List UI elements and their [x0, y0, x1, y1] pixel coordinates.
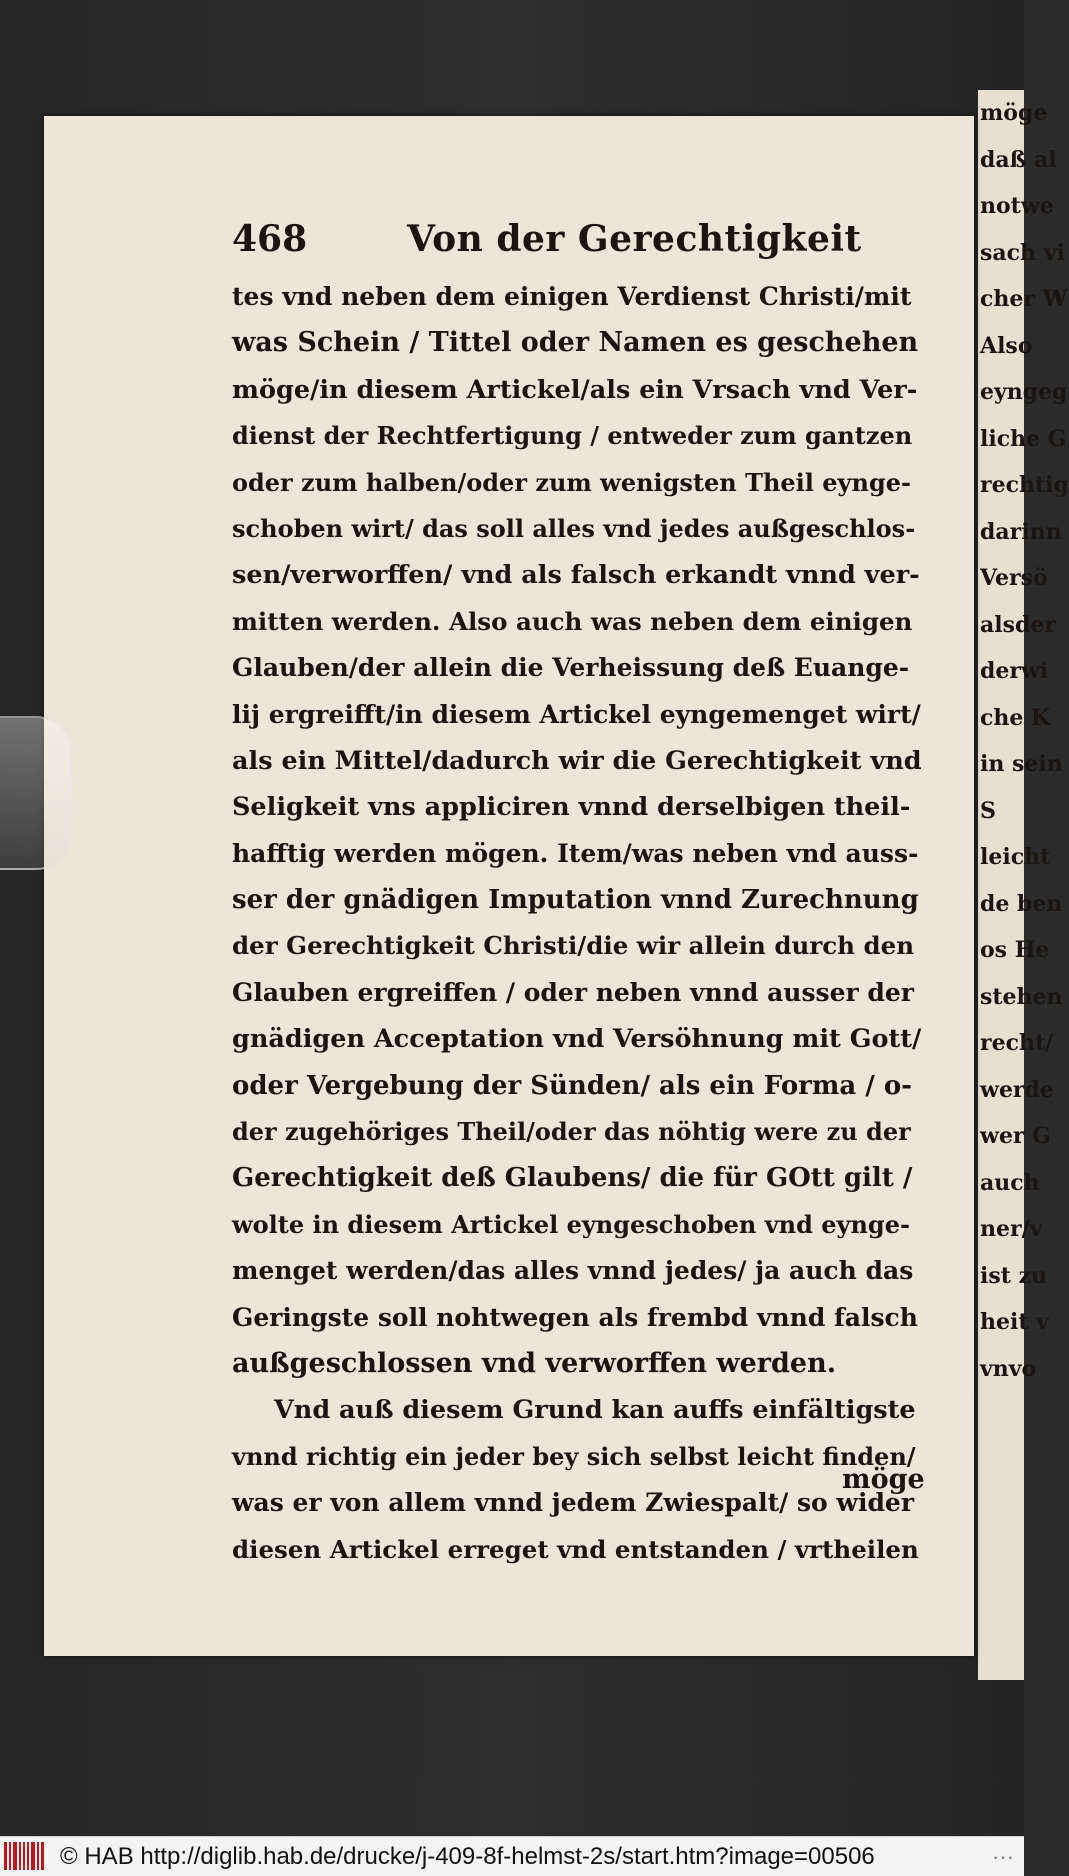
text-line: mitten werden. Also auch was neben dem einigen — [232, 606, 913, 636]
adjacent-page-fragment: stehen — [980, 983, 1063, 1010]
text-line: hafftig werden mögen. Item/was neben vnd auss- — [232, 838, 919, 868]
adjacent-page-fragment: Also — [980, 332, 1033, 359]
adjacent-page-fragment: vnvo — [980, 1355, 1037, 1382]
text-line: Seligkeit vns appliciren vnnd derselbigen theil- — [232, 792, 911, 823]
book-clamp-strap — [0, 716, 72, 870]
text-line: als ein Mittel/dadurch wir die Gerechtigkeit vnd — [232, 745, 922, 776]
text-line: oder Vergebung der Sünden/ als ein Forma / o- — [232, 1070, 912, 1101]
body-text — [232, 274, 922, 1573]
text-line: menget werden/das alles vnnd jedes/ ja auch das — [232, 1256, 914, 1286]
text-line: vnnd richtig ein jeder bey sich selbst leicht finden/ — [232, 1441, 916, 1471]
adjacent-page-fragment: che K — [980, 704, 1051, 731]
adjacent-page-fragment: leicht — [980, 844, 1051, 870]
page-header — [232, 218, 932, 268]
text-line: Glauben/der allein die Verheissung deß Euange- — [232, 653, 910, 683]
running-title: Von der Gerechtigkeit — [407, 218, 862, 260]
adjacent-page-fragment: notwe — [980, 193, 1054, 219]
hab-logo-icon — [4, 1842, 44, 1870]
adjacent-page-edge — [978, 90, 1069, 1680]
text-line: Geringste soll nohtwegen als frembd vnnd falsch — [232, 1302, 918, 1332]
text-line: der Gerechtigkeit Christi/die wir allein durch den — [232, 931, 915, 961]
adjacent-page-fragment: wer G — [980, 1123, 1051, 1149]
text-line: was er von allem vnnd jedem Zwiespalt/ so wider — [232, 1488, 915, 1518]
text-line: Glauben ergreiffen / oder neben vnnd ausser der — [232, 977, 914, 1007]
adjacent-page-fragment: os He — [980, 937, 1050, 963]
adjacent-page-fragment: werde — [980, 1076, 1054, 1103]
adjacent-page-fragment: alsder — [980, 611, 1056, 638]
text-line: sen/verworffen/ vnd als falsch erkandt vnnd ver- — [232, 560, 920, 591]
text-line: diesen Artickel erreget vnd entstanden / vrtheilen — [232, 1534, 919, 1564]
text-line: möge/in diesem Artickel/als ein Vrsach vnd Ver- — [232, 374, 918, 405]
text-line: dienst der Rechtfertigung / entweder zum gantzen — [232, 421, 913, 451]
text-line: was Schein / Tittel oder Namen es geschehen — [232, 327, 919, 359]
adjacent-page-fragment: de ben — [980, 890, 1063, 917]
adjacent-page-fragment: darinn — [980, 518, 1062, 545]
text-line: lij ergreifft/in diesem Artickel eyngemenget wirt/ — [232, 699, 921, 729]
text-line: Vnd auß diesem Grund kan auffs einfältigste — [274, 1395, 916, 1426]
text-line: oder zum halben/oder zum wenigsten Theil eynge- — [232, 467, 911, 497]
text-line: der zugehöriges Theil/oder das nöhtig were zu der — [232, 1117, 911, 1147]
adjacent-page-fragment: rechtig — [980, 472, 1069, 498]
adjacent-page-fragment: daß al — [980, 146, 1057, 173]
adjacent-page-fragment: auch — [980, 1169, 1040, 1196]
page-number: 468 — [232, 218, 308, 260]
text-line: Gerechtigkeit deß Glaubens/ die für GOtt gilt / — [232, 1163, 913, 1194]
adjacent-page-fragment: eyngeg — [980, 379, 1068, 405]
text-line: tes vnd neben dem einigen Verdienst Christi/mit — [232, 282, 912, 311]
adjacent-page-fragment: derwi — [980, 658, 1049, 684]
adjacent-page-fragment: liche G — [980, 425, 1067, 452]
adjacent-page-fragment: möge — [980, 100, 1048, 126]
adjacent-page-fragment: Versö — [980, 565, 1048, 591]
text-line: schoben wirt/ das soll alles vnd jedes außgeschlos- — [232, 513, 916, 543]
catchword: möge — [842, 1464, 925, 1495]
text-line: wolte in diesem Artickel eyngeschoben vnd eynge- — [232, 1209, 910, 1239]
adjacent-page-fragment: sach vi — [980, 239, 1065, 266]
text-line: ser der gnädigen Imputation vnnd Zurechnung — [232, 885, 919, 916]
copyright-url[interactable]: © HAB http://diglib.hab.de/drucke/j-409-8f-helmst-2s/start.htm?image=00506 — [60, 1843, 875, 1870]
adjacent-page-fragment: recht/ — [980, 1030, 1054, 1056]
adjacent-page-fragment: heit v — [980, 1309, 1049, 1335]
adjacent-page-fragment: cher W — [980, 286, 1068, 312]
adjacent-page-fragment: in sein — [980, 751, 1063, 777]
adjacent-page-fragment: ner/v — [980, 1216, 1043, 1242]
adjacent-page-fragment: S — [980, 797, 996, 824]
more-icon: ··· — [992, 1844, 1014, 1869]
adjacent-page-fragment: ist zu — [980, 1262, 1048, 1289]
text-line: außgeschlossen vnd verworffen werden. — [232, 1347, 837, 1379]
text-line: gnädigen Acceptation vnd Versöhnung mit Gott/ — [232, 1024, 922, 1055]
footer-bar — [0, 1836, 1024, 1876]
